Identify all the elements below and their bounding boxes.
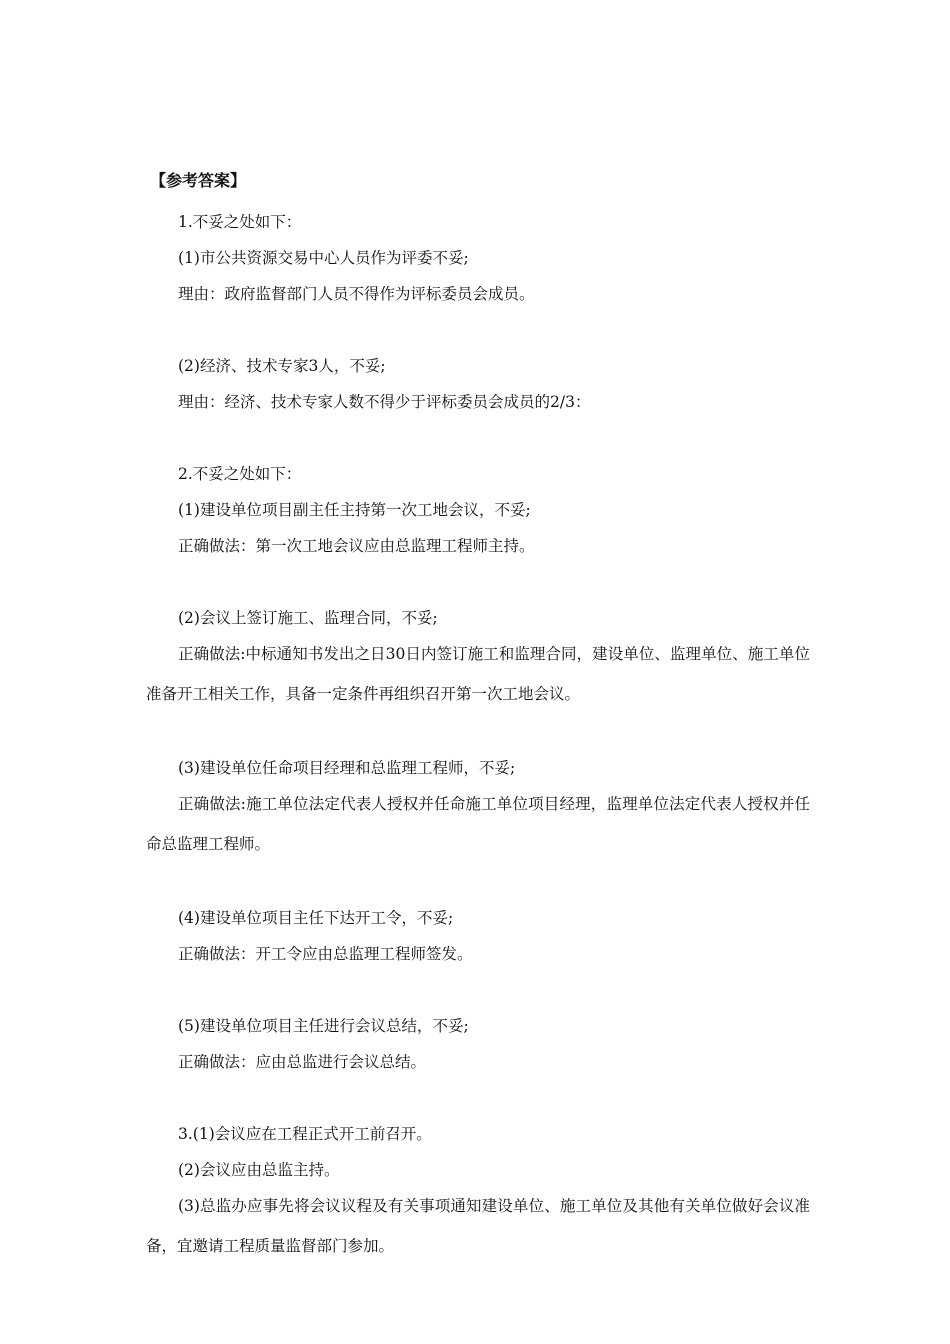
q3-item-3: (3)总监办应事先将会议议程及有关事项通知建设单位、施工单位及其他有关单位做好会议准备，宜邀请工程质量监督部门参加。 [146, 1197, 810, 1255]
q1-item-1: (1)市公共资源交易中心人员作为评委不妥; [178, 249, 469, 267]
q1-reason-2: 理由：经济、技术专家人数不得少于评标委员会成员的2/3： [178, 393, 591, 411]
spacer [146, 1080, 810, 1116]
q2-fix-1: 正确做法：第一次工地会议应由总监理工程师主持。 [178, 537, 535, 555]
q2-fix-4: 正确做法：开工令应由总监理工程师签发。 [178, 945, 473, 963]
q2-item-1: (1)建设单位项目副主任主持第一次工地会议，不妥; [178, 501, 531, 519]
spacer [146, 972, 810, 1008]
answer-title: 【参考答案】 [150, 171, 247, 190]
q3-item-1: 3.(1)会议应在工程正式开工前召开。 [178, 1125, 432, 1143]
q2-item-3: (3)建设单位任命项目经理和总监理工程师，不妥; [178, 759, 516, 777]
spacer [146, 864, 810, 900]
spacer [146, 420, 810, 456]
spacer [146, 714, 810, 750]
q2-fix-2: 正确做法:中标通知书发出之日30日内签订施工和监理合同，建设单位、监理单位、施工单位准备开工相关工作，具备一定条件再组织召开第一次工地会议。 [146, 645, 810, 703]
q2-fix-3: 正确做法:施工单位法定代表人授权并任命施工单位项目经理，监理单位法定代表人授权并任命总监理工程师。 [146, 795, 810, 853]
q3-item-2: (2)会议应由总监主持。 [178, 1161, 340, 1179]
answer-content [146, 168, 810, 1266]
q2-heading: 2.不妥之处如下： [178, 465, 302, 483]
spacer [146, 564, 810, 600]
q1-reason-1: 理由：政府监督部门人员不得作为评标委员会成员。 [178, 285, 535, 303]
q2-item-2: (2)会议上签订施工、监理合同，不妥; [178, 609, 438, 627]
q1-heading: 1.不妥之处如下： [178, 213, 302, 231]
spacer [146, 312, 810, 348]
q2-item-5: (5)建设单位项目主任进行会议总结，不妥; [178, 1017, 469, 1035]
q2-fix-5: 正确做法：应由总监进行会议总结。 [178, 1053, 427, 1071]
q2-item-4: (4)建设单位项目主任下达开工令，不妥; [178, 909, 454, 927]
q1-item-2: (2)经济、技术专家3人，不妥; [178, 357, 386, 375]
